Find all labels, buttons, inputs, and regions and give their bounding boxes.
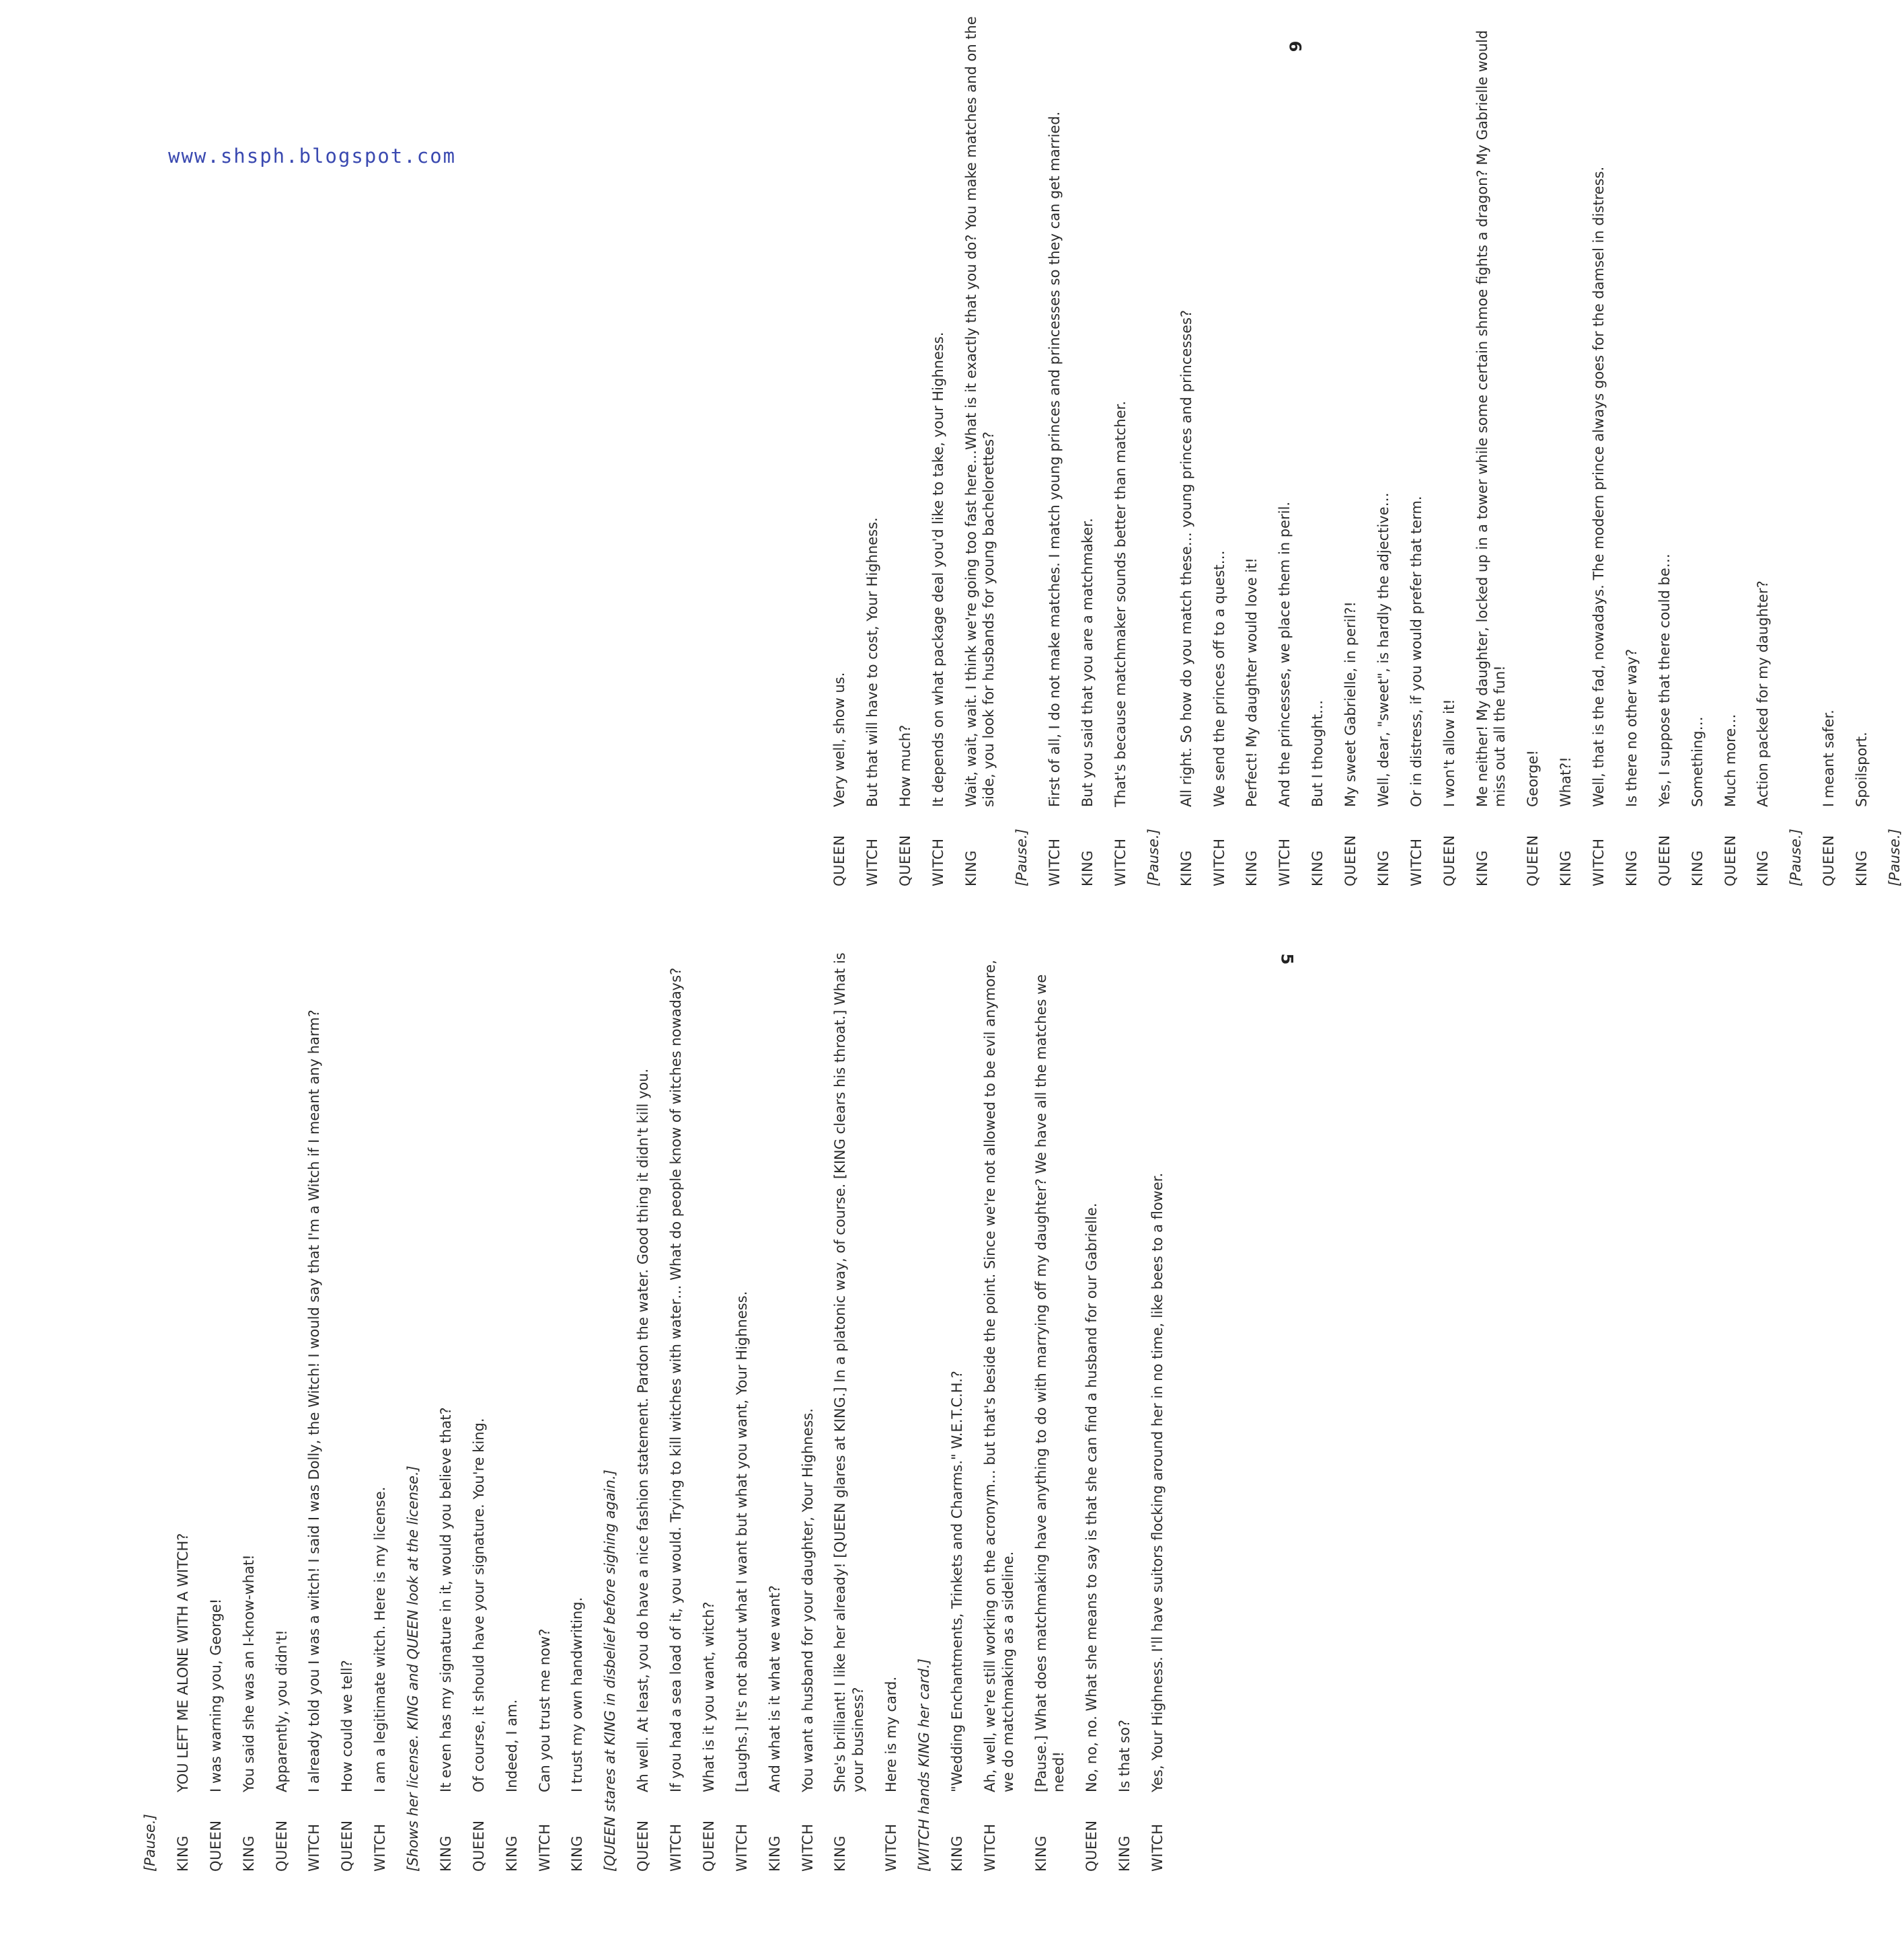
speaker-label: KING [1474, 850, 1490, 886]
stage-direction: [Pause.] [142, 1814, 158, 1872]
dialogue-text: If you had a sea load of it, you would. Trying to kill witches with water… What do people know of witches nowadays? [668, 967, 684, 1792]
script-line [174, 937, 192, 1872]
script-line [1853, 5, 1871, 886]
dialogue-text: Very well, show us. [831, 672, 847, 807]
speaker-label: KING [569, 1835, 586, 1872]
dialogue-text: You said she was an I-know-what! [240, 1554, 257, 1792]
speaker-label: KING [1558, 850, 1574, 886]
dialogue-text: My sweet Gabrielle, in peril?! [1342, 601, 1359, 807]
script-line [1656, 5, 1674, 886]
dialogue-text: Or in distress, if you would prefer that term. [1408, 496, 1424, 807]
script-line [1722, 5, 1740, 886]
speaker-label: KING [437, 1835, 454, 1872]
speaker-label: KING [174, 1835, 191, 1872]
speaker-label: KING [832, 1835, 849, 1872]
speaker-label: KING [1375, 850, 1392, 886]
speaker-label: QUEEN [1083, 1820, 1100, 1872]
script-line [568, 937, 586, 1872]
dialogue-text: George! [1525, 750, 1541, 807]
script-line [1112, 5, 1130, 886]
page-number-5: 5 [1277, 953, 1297, 965]
script-line [371, 937, 389, 1872]
dialogue-text: First of all, I do not make matches. I match young princes and princesses so they can get married. [1046, 111, 1063, 807]
dialogue-text: Here is my card. [883, 1676, 900, 1792]
speaker-label: KING [1689, 850, 1706, 886]
stage-direction: [Pause.] [1014, 829, 1030, 886]
speaker-label: QUEEN [1821, 835, 1837, 886]
script-line [1342, 5, 1360, 886]
script-line [667, 937, 685, 1872]
speaker-label: WITCH [929, 838, 946, 886]
speaker-label: QUEEN [635, 1820, 652, 1872]
page-number-6: 6 [1285, 40, 1305, 52]
script-line [831, 5, 849, 886]
speaker-label: KING [1032, 1835, 1049, 1872]
dialogue-text: I trust my own handwriting. [569, 1597, 586, 1792]
script-line [273, 937, 291, 1872]
script-line [338, 937, 356, 1872]
script-page-6 [831, 5, 1904, 886]
dialogue-text: But I thought… [1309, 699, 1326, 807]
dialogue-text: Ah well. At least, you do have a nice fashion statement. Pardon the water. Good thing it didn't kill you. [635, 1068, 652, 1792]
script-line [1032, 937, 1069, 1872]
script-line [1524, 5, 1542, 886]
script-line [1211, 5, 1229, 886]
speaker-label: WITCH [883, 1823, 900, 1872]
script-line [1886, 5, 1904, 886]
script-line [981, 937, 1018, 1872]
speaker-label: QUEEN [1441, 835, 1457, 886]
dialogue-text: I already told you I was a witch! I said I was Dolly, the Witch! I would say that I'm a Witch if I meant any harm? [306, 1009, 323, 1792]
script-line [700, 937, 718, 1872]
speaker-label: KING [1079, 850, 1096, 886]
speaker-label: WITCH [372, 1823, 389, 1872]
script-line [1820, 5, 1838, 886]
speaker-label: KING [1309, 850, 1326, 886]
dialogue-text: [Laughs.] It's not about what I want but what you want, Your Highness. [733, 1291, 750, 1792]
script-line [733, 937, 751, 1872]
script-line [1243, 5, 1261, 886]
speaker-label: KING [1623, 850, 1640, 886]
script-line [831, 937, 868, 1872]
script-line [799, 937, 817, 1872]
script-line [1178, 5, 1196, 886]
dialogue-text: [Pause.] What does matchmaking have anything to do with marrying off my daughter? We have all the matches we need! [1032, 974, 1067, 1792]
dialogue-text: Ah, well, we're still working on the acronym… but that's beside the point. Since we're not allowed to be evil anymore, we do matchmaking as a sideline. [981, 960, 1016, 1792]
script-line [437, 937, 455, 1872]
stage-direction: [Shows her license. KING and QUEEN look at the license.] [405, 1465, 421, 1872]
dialogue-text: Of course, it should have your signature. You're king. [470, 1418, 487, 1792]
speaker-label: WITCH [733, 1823, 750, 1872]
script-page-5 [141, 937, 1167, 1872]
speaker-label: WITCH [1211, 838, 1227, 886]
dialogue-text: I meant safer. [1821, 710, 1837, 807]
script-line [503, 937, 521, 1872]
speaker-label: QUEEN [1722, 835, 1739, 886]
script-line [897, 5, 915, 886]
script-line [1083, 937, 1101, 1872]
script-line [1116, 937, 1134, 1872]
speaker-label: KING [240, 1835, 257, 1872]
script-line [1441, 5, 1459, 886]
script-line [1787, 5, 1805, 886]
dialogue-text: Indeed, I am. [503, 1699, 520, 1792]
script-line [305, 937, 323, 1872]
speaker-label: QUEEN [1342, 835, 1359, 886]
script-line [536, 937, 554, 1872]
dialogue-text: That's because matchmaker sounds better than matcher. [1112, 401, 1129, 807]
script-line [1408, 5, 1426, 886]
speaker-label: KING [1854, 850, 1870, 886]
script-line [207, 937, 225, 1872]
script-line [1046, 5, 1064, 886]
dialogue-text: I am a legitimate witch. Here is my license. [372, 1486, 389, 1792]
dialogue-text: Well, that is the fad, nowadays. The modern prince always goes for the damsel in distress. [1591, 166, 1607, 807]
script-line [1689, 5, 1707, 886]
dialogue-text: How could we tell? [339, 1660, 356, 1792]
script-line [1474, 5, 1510, 886]
speaker-label: QUEEN [700, 1820, 717, 1872]
speaker-label: QUEEN [339, 1820, 356, 1872]
script-line [634, 937, 652, 1872]
script-line [240, 937, 258, 1872]
script-line [601, 937, 619, 1872]
script-line [948, 937, 966, 1872]
dialogue-text: Something… [1689, 716, 1706, 807]
speaker-label: WITCH [1046, 838, 1063, 886]
dialogue-text: I was warning you, George! [207, 1598, 224, 1792]
speaker-label: WITCH [799, 1823, 816, 1872]
stage-direction: [Pause.] [1145, 829, 1162, 886]
dialogue-text: We send the princes off to a quest… [1211, 550, 1227, 807]
stage-direction: [WITCH hands KING her card.] [916, 1658, 932, 1872]
script-line [141, 937, 159, 1872]
dialogue-text: What is it you want, witch? [700, 1601, 717, 1792]
script-line [766, 937, 784, 1872]
script-line [1375, 5, 1393, 886]
speaker-label: WITCH [1112, 838, 1129, 886]
speaker-label: KING [503, 1835, 520, 1872]
speaker-label: WITCH [1591, 838, 1607, 886]
script-line [1590, 5, 1608, 886]
dialogue-text: Perfect! My daughter would love it! [1244, 558, 1260, 807]
speaker-label: QUEEN [273, 1820, 290, 1872]
script-line [962, 5, 999, 886]
dialogue-text: What?! [1558, 757, 1574, 807]
dialogue-text: But you said that you are a matchmaker. [1079, 518, 1096, 807]
speaker-label: QUEEN [831, 835, 847, 886]
speaker-label: KING [962, 850, 979, 886]
script-line [404, 937, 422, 1872]
script-line [882, 937, 901, 1872]
stage-direction: [Pause.] [1788, 829, 1804, 886]
script-line [929, 5, 948, 886]
script-line [864, 5, 882, 886]
dialogue-text: Much more… [1722, 714, 1739, 807]
dialogue-text: Is that so? [1116, 1719, 1133, 1792]
script-line [1013, 5, 1031, 886]
speaker-label: QUEEN [1525, 835, 1541, 886]
speaker-label: KING [1116, 1835, 1133, 1872]
dialogue-text: But that will have to cost, Your Highness. [864, 517, 880, 807]
dialogue-text: Yes, I suppose that there could be… [1656, 553, 1673, 807]
dialogue-text: Wait, wait, wait. I think we're going too fast here…What is it exactly that you do? You make matches and on the side, you look for husbands for young bachelorettes? [962, 16, 997, 807]
dialogue-text: Action packed for my daughter? [1755, 580, 1772, 807]
script-line [470, 937, 488, 1872]
script-line [1149, 937, 1167, 1872]
dialogue-text: How much? [897, 724, 913, 807]
speaker-label: WITCH [864, 838, 880, 886]
dialogue-text: Well, dear, "sweet", is hardly the adjective… [1375, 492, 1392, 807]
script-line [1276, 5, 1294, 886]
dialogue-text: Yes, Your Highness. I'll have suitors flocking around her in no time, like bees to a flower. [1149, 1172, 1166, 1792]
script-line [1754, 5, 1772, 886]
watermark-url: www.shsph.blogspot.com [168, 145, 457, 167]
speaker-label: WITCH [1277, 838, 1293, 886]
speaker-label: QUEEN [470, 1820, 487, 1872]
dialogue-text: "Wedding Enchantments, Trinkets and Charms." W.E.T.C.H.? [948, 1371, 965, 1792]
dialogue-text: I won't allow it! [1441, 699, 1457, 807]
speaker-label: KING [1178, 850, 1194, 886]
script-line [1623, 5, 1641, 886]
dialogue-text: You want a husband for your daughter, Your Highness. [799, 1408, 816, 1792]
speaker-label: KING [766, 1835, 783, 1872]
script-line [1309, 5, 1327, 886]
script-line [915, 937, 934, 1872]
dialogue-text: No, no, no. What she means to say is that she can find a husband for our Gabrielle. [1083, 1202, 1100, 1792]
dialogue-text: Can you trust me now? [536, 1628, 553, 1792]
dialogue-text: She's brilliant! I like her already! [QUEEN glares at KING.] In a platonic way, of course. [KING clears his throat.] What is your business? [832, 952, 867, 1792]
dialogue-text: Me neither! My daughter, locked up in a tower while some certain shmoe fights a dragon? My Gabrielle would miss out all the fun! [1474, 30, 1509, 807]
speaker-label: KING [948, 1835, 965, 1872]
speaker-label: WITCH [668, 1823, 684, 1872]
stage-direction: [Pause.] [1886, 829, 1903, 886]
dialogue-text: Is there no other way? [1623, 648, 1640, 807]
dialogue-text: And what is it what we want? [766, 1585, 783, 1792]
speaker-label: WITCH [1149, 1823, 1166, 1872]
dialogue-text: It depends on what package deal you'd like to take, your Highness. [929, 332, 946, 807]
dialogue-text: All right. So how do you match these… young princes and princesses? [1178, 309, 1194, 807]
speaker-label: WITCH [1408, 838, 1424, 886]
speaker-label: WITCH [536, 1823, 553, 1872]
speaker-label: KING [1755, 850, 1772, 886]
dialogue-text: Apparently, you didn't! [273, 1630, 290, 1792]
dialogue-text: Spoilsport. [1854, 732, 1870, 807]
stage-direction: [QUEEN stares at KING in disbelief before sighing again.] [602, 1469, 619, 1872]
speaker-label: KING [1244, 850, 1260, 886]
speaker-label: QUEEN [897, 835, 913, 886]
script-line [1145, 5, 1163, 886]
script-line [1557, 5, 1575, 886]
speaker-label: WITCH [981, 1823, 998, 1872]
speaker-label: QUEEN [1656, 835, 1673, 886]
dialogue-text: YOU LEFT ME ALONE WITH A WITCH? [174, 1533, 191, 1792]
dialogue-text: And the princesses, we place them in peril. [1277, 501, 1293, 807]
script-line [1079, 5, 1097, 886]
dialogue-text: It even has my signature in it, would you believe that? [437, 1407, 454, 1792]
speaker-label: WITCH [306, 1823, 323, 1872]
speaker-label: QUEEN [207, 1820, 224, 1872]
